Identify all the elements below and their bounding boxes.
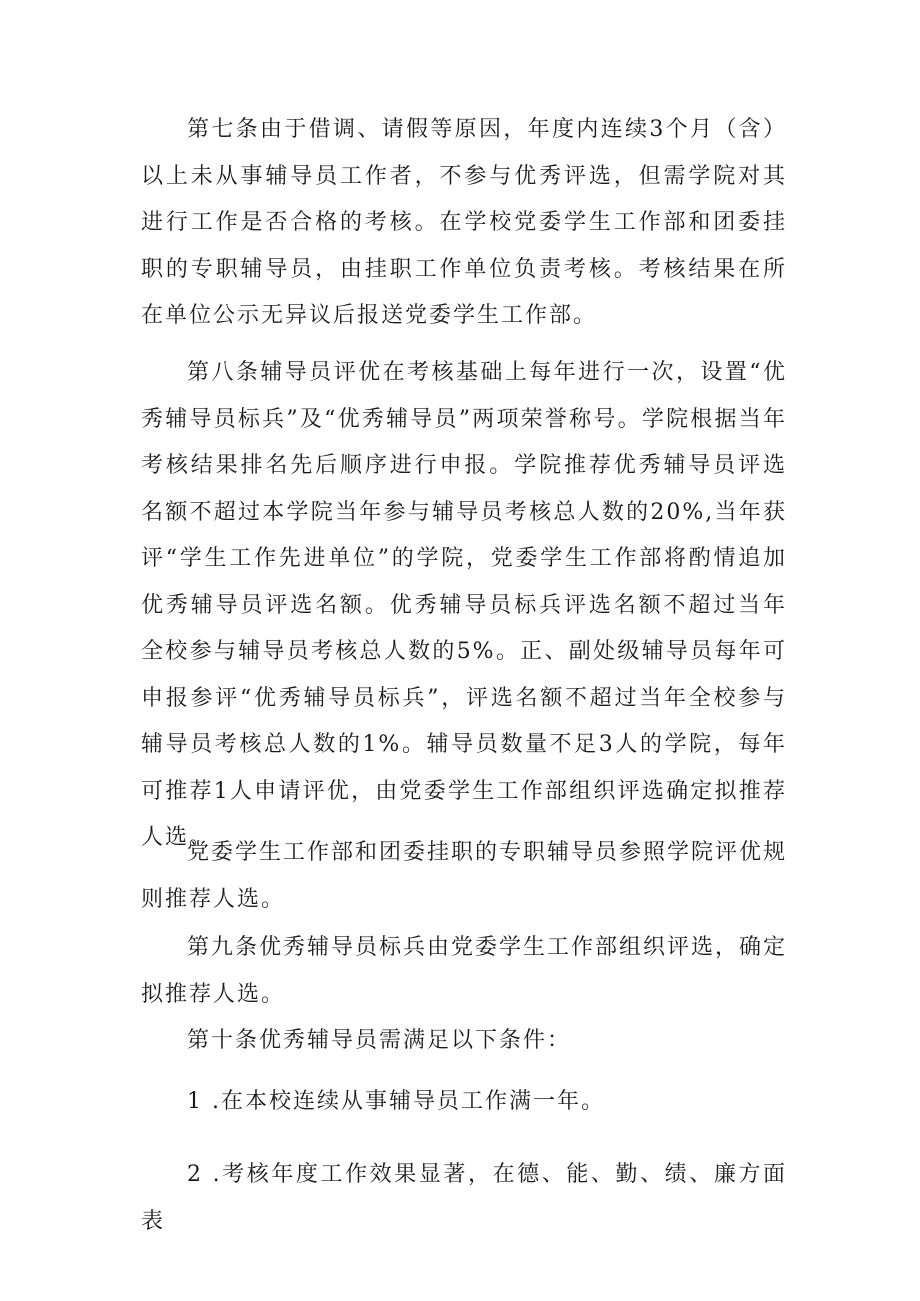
paragraph-article-8: 第八条辅导员评优在考核基础上每年进行一次，设置“优秀辅导员标兵”及“优秀辅导员”两项荣誉称号。学院根据当年考核结果排名先后顺序进行申报。学院推荐优秀辅导员评选名额不超过本学院当年参与辅导员考核总人数的20%,当年获评“学生工作先进单位”的学院，党委学生工作部将酌情追加优秀辅导员评选名额。优秀辅导员标兵评选名额不超过当年全校参与辅导员考核总人数的5%。正、副处级辅导员每年可申报参评“优秀辅导员标兵”，评选名额不超过当年全校参与辅导员考核总人数的1%。辅导员数量不足3人的学院，每年可推荐1人申请评优，由党委学生工作部组织评选确定拟推荐人选。 (141, 360, 787, 850)
paragraph-article-7: 第七条由于借调、请假等原因，年度内连续3个月（含）以上未从事辅导员工作者，不参与优秀评选，但需学院对其进行工作是否合格的考核。在学校党委学生工作部和团委挂职的专职辅导员，由挂职工作单位负责考核。考核结果在所在单位公示无异议后报送党委学生工作部。 (141, 117, 787, 328)
list-item-condition-1: 1 .在本校连续从事辅导员工作满一年。 (187, 1089, 605, 1114)
paragraph-secondment-rule: 党委学生工作部和团委挂职的专职辅导员参照学院评优规则推荐人选。 (141, 840, 788, 912)
list-item-condition-2: 2 .考核年度工作效果显著，在德、能、勤、绩、廉方面表 (141, 1162, 787, 1234)
paragraph-article-10: 第十条优秀辅导员需满足以下条件： (187, 1028, 572, 1053)
paragraph-article-9: 第九条优秀辅导员标兵由党委学生工作部组织评选，确定拟推荐人选。 (141, 935, 788, 1007)
